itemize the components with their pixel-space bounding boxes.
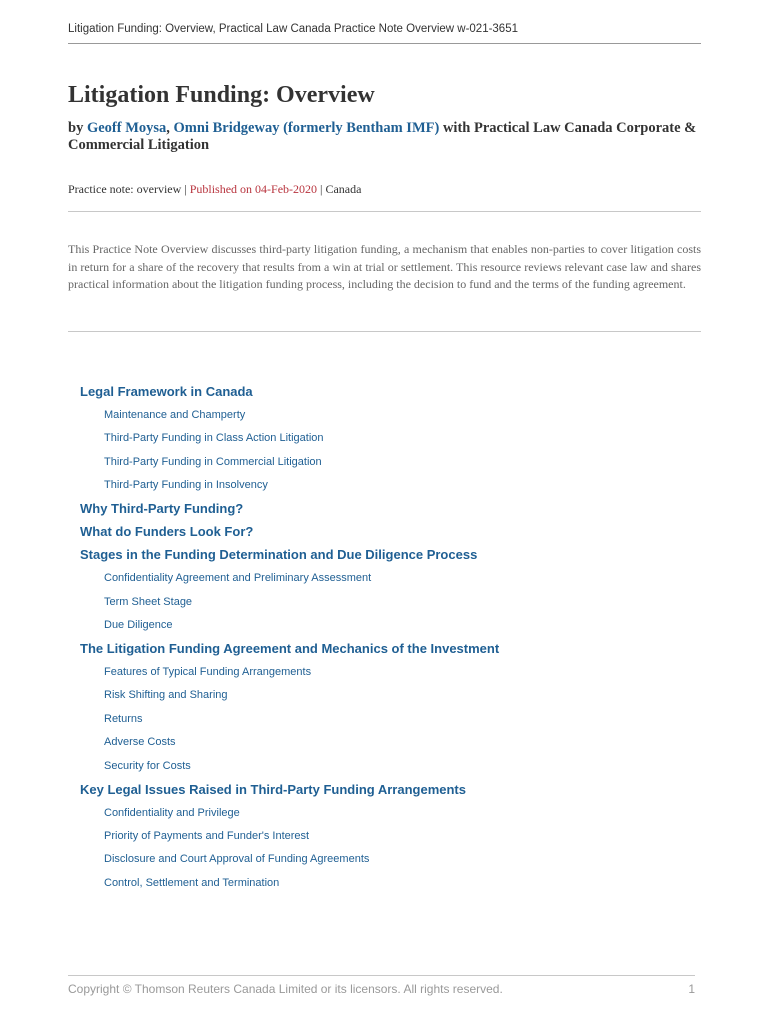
- toc-subsection-link[interactable]: Security for Costs: [104, 759, 191, 772]
- toc-subsection-link[interactable]: Due Diligence: [104, 619, 173, 631]
- meta-separator: |: [317, 182, 326, 196]
- page-title: Litigation Funding: Overview: [68, 82, 375, 108]
- toc-subsection-link[interactable]: Adverse Costs: [104, 736, 176, 749]
- copyright-notice: Copyright © Thomson Reuters Canada Limited or its licensors. All rights reserved.: [68, 982, 503, 996]
- toc-subsection-link[interactable]: Control, Settlement and Termination: [104, 876, 280, 889]
- toc-subsection-link[interactable]: Third-Party Funding in Insolvency: [104, 479, 268, 492]
- toc-subsection-link[interactable]: Features of Typical Funding Arrangements: [104, 666, 312, 678]
- document-type: Practice note: overview: [68, 182, 182, 196]
- toc-section-link[interactable]: What do Funders Look For?: [80, 524, 254, 540]
- toc-subsection-link[interactable]: Confidentiality and Privilege: [104, 806, 240, 819]
- toc-subsection-link[interactable]: Returns: [104, 712, 143, 725]
- summary-paragraph: This Practice Note Overview discusses third-party litigation funding, a mechanism that enables non-parties to cover litigation costs in return for a share of the recovery that results from a win at trial or settlement. This resource reviews relevant case law and shares practical information about the litigation funding process, including the decision to fund and the terms of the funding agreement.: [68, 242, 701, 291]
- toc-subsection-link[interactable]: Term Sheet Stage: [104, 595, 193, 608]
- published-date: Published on 04-Feb-2020: [189, 182, 318, 196]
- toc-subsection-link[interactable]: Priority of Payments and Funder's Interest: [104, 830, 310, 842]
- byline-suffix: with Practical Law Canada Corporate & Commercial Litigation: [68, 120, 697, 153]
- toc-subsection-link[interactable]: Maintenance and Champerty: [104, 409, 246, 421]
- toc-section-link[interactable]: Key Legal Issues Raised in Third-Party Funding Arrangements: [80, 781, 466, 797]
- toc-subsection-link[interactable]: Third-Party Funding in Class Action Litigation: [104, 432, 324, 445]
- running-header: Litigation Funding: Overview, Practical Law Canada Practice Note Overview w-021-3651: [68, 23, 518, 35]
- summary-divider: [68, 331, 701, 332]
- toc-section-link[interactable]: Why Third-Party Funding?: [80, 501, 244, 517]
- toc-subsection-link[interactable]: Disclosure and Court Approval of Funding Agreements: [104, 853, 370, 866]
- document-meta: [68, 182, 361, 197]
- toc-subsection-link[interactable]: Third-Party Funding in Commercial Litigation: [104, 455, 322, 468]
- firm-link[interactable]: Omni Bridgeway (formerly Bentham IMF): [173, 120, 440, 136]
- toc-subsection-link[interactable]: Risk Shifting and Sharing: [104, 689, 228, 702]
- footer-divider: [68, 975, 695, 976]
- header-divider: [68, 43, 701, 44]
- jurisdiction: Canada: [325, 182, 362, 196]
- toc-subsection-link[interactable]: Confidentiality Agreement and Preliminary Assessment: [104, 572, 372, 585]
- byline: [68, 120, 701, 154]
- byline-prefix: by: [68, 120, 87, 136]
- author-link[interactable]: Geoff Moysa: [86, 120, 167, 136]
- toc-section-link[interactable]: Legal Framework in Canada: [80, 384, 253, 399]
- meta-divider: [68, 211, 701, 212]
- toc-section-link[interactable]: Stages in the Funding Determination and Due Diligence Process: [80, 547, 478, 563]
- page-number: 1: [688, 982, 695, 996]
- byline-separator: ,: [166, 120, 174, 136]
- meta-separator: |: [181, 182, 190, 196]
- toc-section-link[interactable]: The Litigation Funding Agreement and Mechanics of the Investment: [80, 641, 500, 656]
